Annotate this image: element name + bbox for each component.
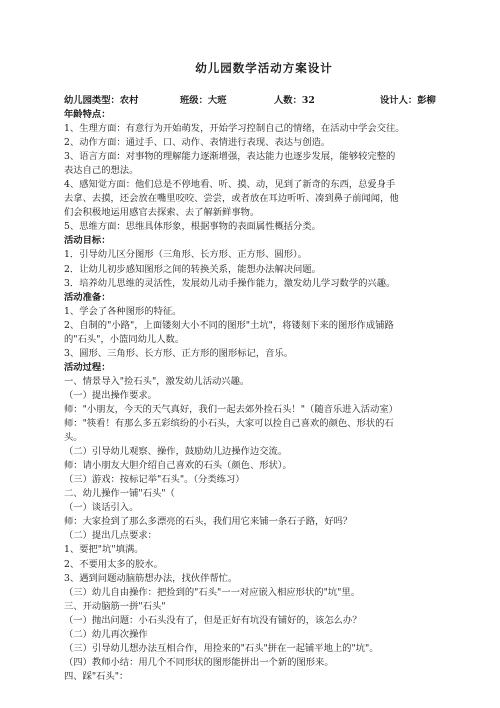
designer: 设计人：彭柳: [380, 95, 436, 106]
text-line: 二、幼儿操作一铺"石头"（: [64, 488, 175, 500]
text-line: 2、自制的"小路"，上面镂刻大小不同的图形"土坑"，将镂刻下来的图形作成铺路: [64, 319, 394, 331]
text-line: 3、圆形、三角形、长方形、正方形的图形标记，音乐。: [64, 347, 294, 359]
text-line: 们会积极地运用感官去探索、去了解新鲜事物。: [64, 207, 260, 219]
section-heading: 年龄特点：: [64, 109, 111, 120]
text-line: 三、开动脑筋一拼"石头": [64, 600, 166, 612]
text-line: 师：大家捡到了那么多漂亮的石头，我们用它来铺一条石子路，好吗？: [64, 516, 353, 528]
text-line: 表达自己的想法。: [64, 165, 139, 177]
kindergarten-type: 幼儿园类型：农村: [64, 95, 139, 106]
text-line: 头。: [64, 432, 83, 444]
text-line: 去拿、去摸，还会放在嘴里咬咬、尝尝，或者放在耳边听听、凑到鼻子前闻闻，他: [64, 193, 399, 205]
text-line: （三）引导幼儿想办法互相合作，用捡来的"石头"拼在一起铺平地上的"坑"。: [64, 642, 379, 654]
text-line: （一）提出操作要求。: [64, 389, 157, 401]
info-line: [64, 94, 444, 108]
text-line: （三）幼儿自由操作：把捡到的"石头"一一对应嵌入相应形状的"坑"里。: [64, 586, 361, 598]
text-line: 师：请小朋友大胆介绍自己喜欢的石头（颜色、形状）。: [64, 460, 292, 472]
text-line: （三）游戏：按标记举"石头"。（分类练习）: [64, 474, 245, 486]
text-line: 4、感知觉方面：他们总是不停地看、听、摸、动，见到了新奇的东西，总爱身手: [64, 179, 396, 191]
text-line: 2、动作方面：通过手、口、动作、表情进行表现、表达与创造。: [64, 137, 331, 149]
document-body: [64, 108, 444, 684]
class-name: 班级：大班: [180, 95, 227, 106]
section-heading: 活动目标：: [64, 235, 111, 247]
text-line: 3、遇到问题动脑筋想办法，找伙伴帮忙。: [64, 572, 238, 584]
text-line: 四、踩"石头"：: [64, 670, 129, 682]
text-line: 一、情景导入"捡石头"，激发幼儿活动兴趣。: [64, 375, 250, 387]
text-line: 1、生理方面：有意行为开始萌发，开始学习控制自己的情绪，在活动中学会交往。: [64, 123, 405, 135]
text-line: 师："筷看！有那么多五彩缤纷的小石头，大家可以捡自己喜欢的颜色、形状的石: [64, 418, 394, 430]
document-title: 幼儿园数学活动方案设计: [195, 61, 333, 75]
text-line: 1．引导幼儿区分图形（三角形、长方形、正方形、圆形）。: [64, 249, 307, 261]
text-line: 1、要把"坑"填满。: [64, 544, 144, 556]
text-line: （四）教师小结：用几个不同形状的图形能拼出一个新的图形来。: [64, 656, 334, 668]
text-line: （二）提出几点要求：: [64, 530, 157, 542]
text-line: （一）谈话引入。: [64, 502, 139, 514]
text-line: （一）抛出问题：小石头没有了，但是正好有坑没有铺好的，该怎么办？: [64, 614, 362, 626]
document-page: [64, 60, 444, 684]
text-line: （二）幼儿再次操作: [64, 628, 148, 640]
text-line: 的"石头"，小篮同幼儿人数。: [64, 333, 185, 345]
text-line: 2．让幼儿初步感知图形之间的转换关系，能想办法解决问题。: [64, 263, 321, 275]
text-line: 3、语言方面：对事物的理解能力逐渐增强，表达能力也逐步发展，能够较完整的: [64, 151, 396, 163]
text-line: 3．培养幼儿思维的灵活性，发展幼儿动手操作能力，激发幼儿学习数学的兴趣。: [64, 277, 396, 289]
text-line: 2、不要用太多的胶水。: [64, 558, 163, 570]
section-heading: 活动过程：: [64, 361, 111, 373]
student-count: 人数：32: [274, 95, 315, 106]
text-line: 1、学会了各种图形的特征。: [64, 305, 182, 317]
text-line: （二）引导幼儿观察、操作，鼓励幼儿边操作边交流。: [64, 446, 288, 458]
section-heading: 活动准备：: [64, 291, 111, 303]
text-line: 5、思维方面：思维具体形象，根据事物的表面属性概括分类。: [64, 221, 321, 233]
text-line: 师："小朋友，今天的天气真好，我们一起去郊外捡石头！"（随音乐进入活动室）: [64, 403, 398, 415]
